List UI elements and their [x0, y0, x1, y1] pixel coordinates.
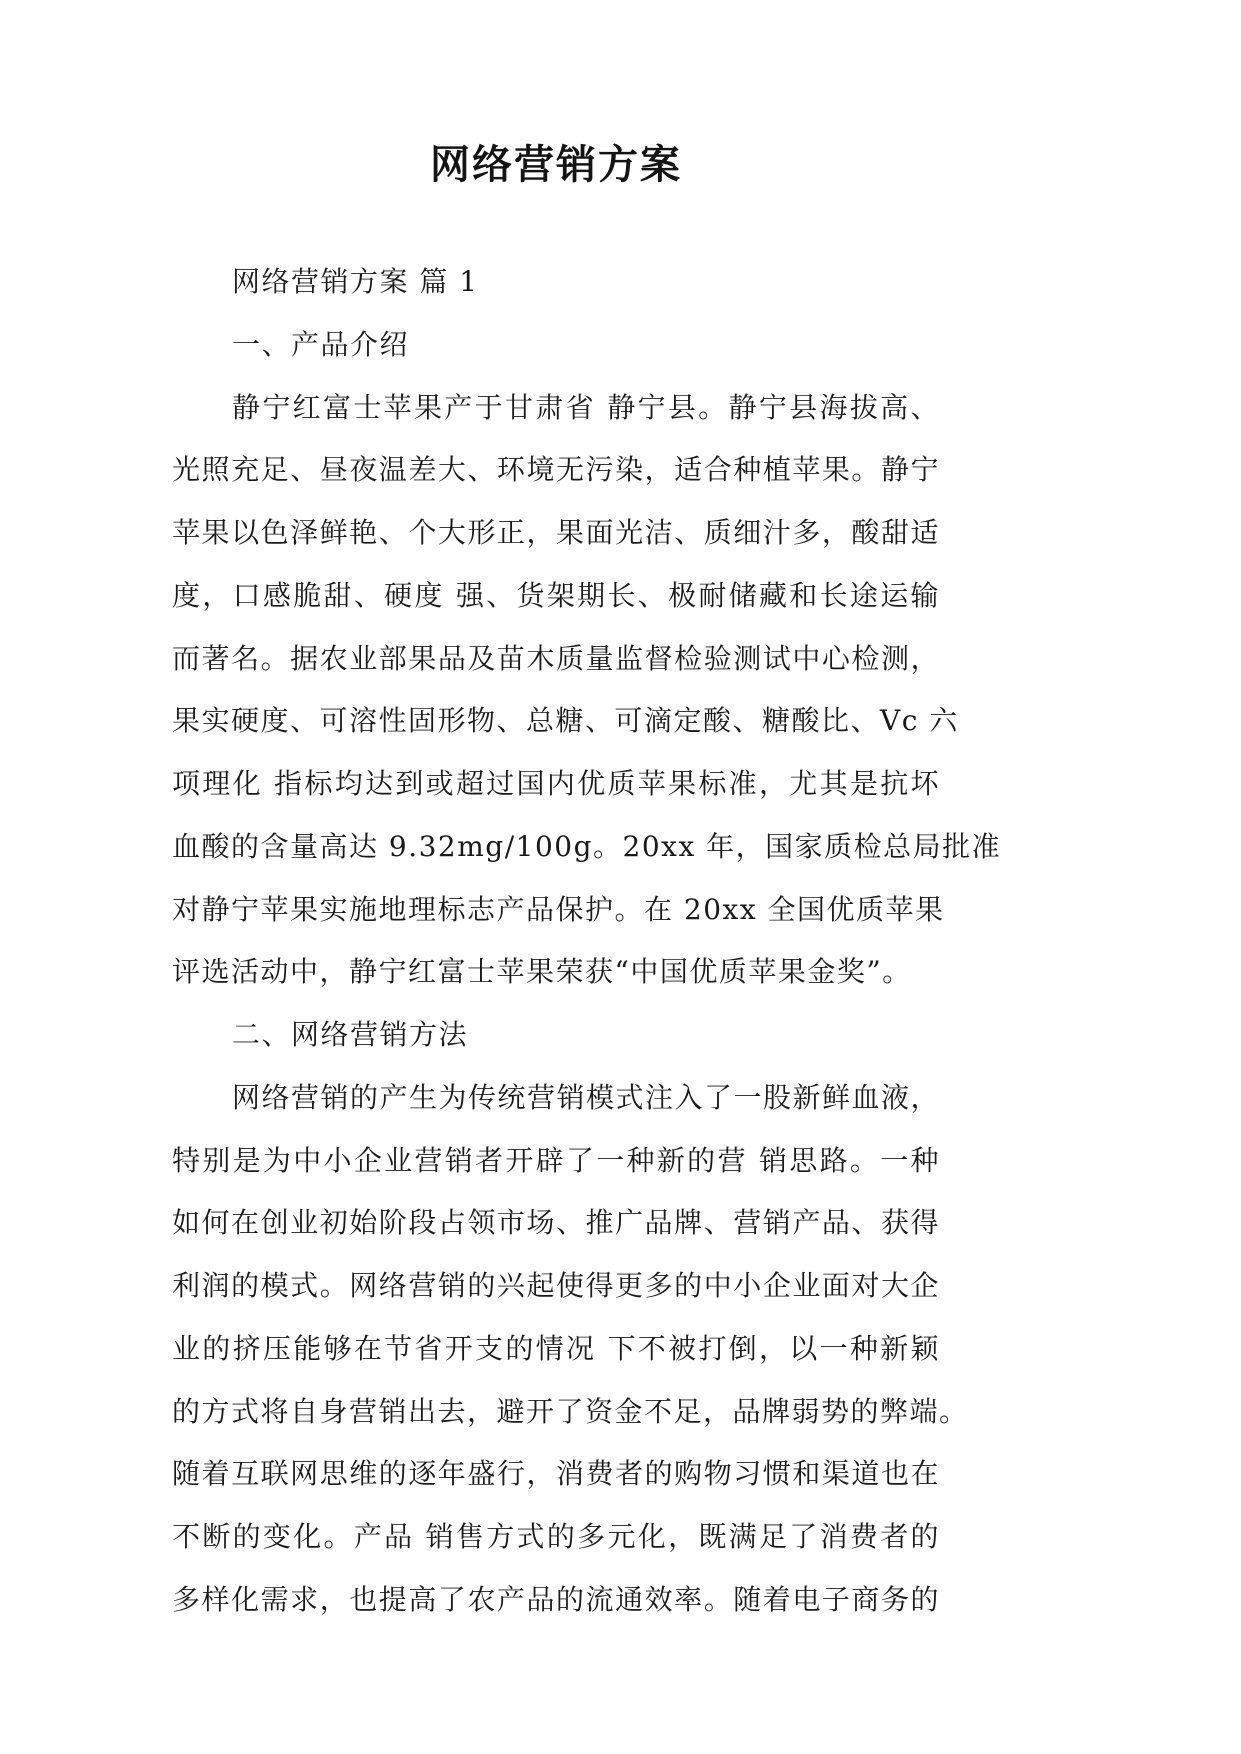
- section-heading: 一、产品介绍: [232, 327, 410, 361]
- paragraph-line: 静宁红富士苹果产于甘肃省 静宁县。静宁县海拔高、: [232, 390, 940, 424]
- paragraph-line: 利润的模式。网络营销的兴起使得更多的中小企业面对大企: [172, 1269, 940, 1302]
- paragraph-line: 度，口感脆甜、硬度 强、货架期长、极耐储藏和长途运输: [172, 578, 940, 612]
- paragraph-line: 不断的变化。产品 销售方式的多元化，既满足了消费者的: [172, 1520, 940, 1553]
- paragraph-line: 苹果以色泽鲜艳、个大形正，果面光洁、质细汁多，酸甜适: [172, 516, 940, 549]
- paragraph-line: 对静宁苹果实施地理标志产品保护。在 20xx 全国优质苹果: [172, 892, 945, 926]
- paragraph-line: 而著名。据农业部果品及苗木质量监督检验测试中心检测，: [172, 641, 940, 675]
- paragraph-line: 随着互联网思维的逐年盛行，消费者的购物习惯和渠道也在: [172, 1457, 940, 1491]
- paragraph-line: 业的挤压能够在节省开支的情况 下不被打倒，以一种新颖: [172, 1331, 940, 1365]
- paragraph-line: 评选活动中，静宁红富士苹果荣获“中国优质苹果金奖”。: [172, 955, 912, 989]
- document-body: [172, 251, 1002, 1632]
- paragraph-line: 网络营销的产生为传统营销模式注入了一股新鲜血液，: [232, 1080, 941, 1114]
- part-heading: 网络营销方案 篇 1: [232, 265, 479, 298]
- paragraph-line: 光照充足、昼夜温差大、环境无污染，适合种植苹果。静宁: [172, 453, 940, 487]
- paragraph-line: 如何在创业初始阶段占领市场、推广品牌、营销产品、获得: [172, 1206, 940, 1240]
- section-heading: 二、网络营销方法: [232, 1018, 469, 1051]
- paragraph-line: 多样化需求，也提高了农产品的流通效率。随着电子商务的: [172, 1582, 940, 1616]
- paragraph-line: 果实硬度、可溶性固形物、总糖、可滴定酸、糖酸比、Vc 六: [172, 704, 959, 738]
- document-title: 网络营销方案: [430, 142, 682, 188]
- paragraph-line: 的方式将自身营销出去，避开了资金不足，品牌弱势的弊端。: [172, 1394, 969, 1428]
- paragraph-line: 特别是为中小企业营销者开辟了一种新的营 销思路。一种: [172, 1143, 940, 1177]
- paragraph-line: 血酸的含量高达 9.32mg/100g。20xx 年，国家质检总局批准: [172, 829, 1002, 863]
- paragraph-line: 项理化 指标均达到或超过国内优质苹果标准，尤其是抗坏: [172, 767, 940, 800]
